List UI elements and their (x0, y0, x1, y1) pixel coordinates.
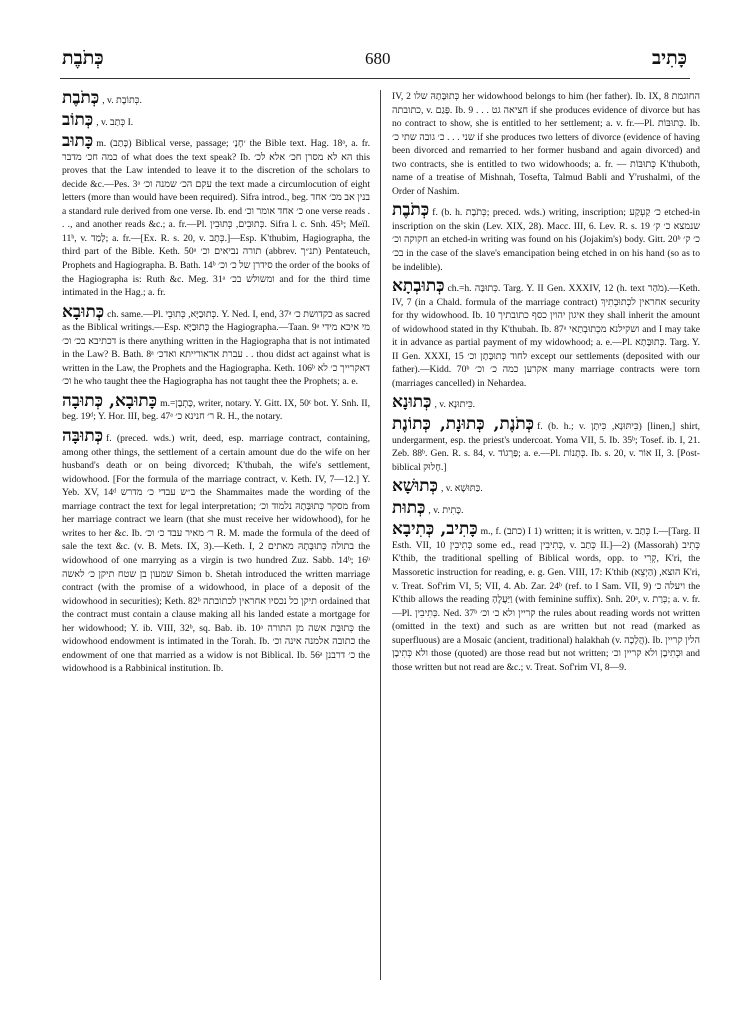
left-column (62, 90, 370, 680)
entry-headword: כָּתִיב, כְּתִיבָא (392, 519, 478, 540)
page-header (62, 48, 687, 70)
entry-headword: כְּתֹנֶת, כְּתוּנָת, כְּתוֹנֶת (392, 414, 535, 435)
dictionary-entry (62, 133, 370, 300)
entry-text: m. (כָּתַב) Biblical verse, passage; ׳חָנָ׳ the Bible text. Hag. 18ᵃ, a. fr. כמה חכ׳ מדבר of what does the text speak? Ib. הא לא מסרן חכ׳ אלא לכ׳ this proves that the Law intended to leave it to the discretion of the scholars to decide &c.—Pes. 3ᵃ עקם הכ׳ שמנה וכ׳ the text made a circumlocution of eight letters (more than would have been required). Sifra introd., beg. בנין אב מכ׳ אחד a standard rule derived from one verse. Ib. end כ׳ אחד אומר וכ׳ one verse reads . . ., and another reads &c.; a. fr.—Pl. כְּתוּבִים, כְּתוּבִין. Sifra l. c. Snh. 45ᵇ; Meïl. 11ᵇ, v. לָמַד; a. fr.—[Ex. R. s. 20, v. כְּתַב.]—Esp. K'thubim, Hagiographa, the third part of the Bible. Keth. 50ᵃ תורה נביאים וכ׳ (abbrev. תנ״ך) Pentateuch, Prophets and Hagiographa. B. Bath. 14ᵇ סידרן של כ׳ וכ׳ the order of the books of the Hagiographa is: Ruth &c. Meg. 31ᵃ ומשולש בכ׳ and for the third time intimated in the Hag.; a. fr. (62, 138, 371, 299)
entry-text: f. (preced. wds.) writ, deed, esp. marriage contract, containing, among other things, the settlement of a certain amount due do the wife on her husband's death or on being divorced; K'thubah, the wife's settlement, widowhood. [For the formula of the marriage contract, v. Keth. IV, 7—12.] Y. Yeb. XV, 14ᵈ ב״ש עבדי כ׳ מדרש the Shammaites made the wording of the marriage contract the text for legal interpretation; מסקר כְּתוּבָּתָהּ נלמוד וכ׳ from her marriage contract we learn (that she must receive her widowhood), for he writes to her &c. Ib. ר׳ מאיר עבד כ׳ וכ׳ R. M. made the formula of the deed of sale the text &c. (v. B. Mets. IX, 3).—Keth. I, 2 בתולה כְּתוּבָּתָהּ מאתים the widowhood of one marrying as a virgin is two hundred Zuz. Sabb. 14ᵇ; 16ᵇ שמעון בן שטח תיקן כ׳ לאשה Simon b. Shetah introduced the written marriage contract (with the promise of a widowhood, in place of a deposit of the widowhood in securities); Keth. 82ᵇ תיקן כל נכסיו אחראין לכתובתה ordained that the contract must contain a clause making all his landed estate a mortgage for her widowhood; Y. ib. VIII, 32ᵇ, sq. Bab. ib. 10ᵃ כְּתוּבַּת אשה מן התורה the widowhood endowment is intimated in the Torah. Ib. כתובה אלמנה אינה וכ׳ the endowment of one that married as a widow is not Biblical. Ib. 56ᵃ כ׳ דרבנן the widowhood is a Rabbinical institution. Ib. (62, 433, 371, 675)
entry-headword: כְּתֹבֶת (392, 200, 430, 221)
dictionary-entry (392, 202, 700, 274)
header-right-word: כָּתִיב (651, 48, 687, 69)
dictionary-entry (392, 394, 700, 412)
header-left-word: כְּתֹבֶת (62, 48, 104, 69)
dictionary-entry (62, 428, 370, 676)
right-column (392, 90, 700, 678)
entry-text: , v. כַּתּוּשָׁא. (440, 483, 483, 495)
dictionary-entry (392, 497, 700, 518)
dictionary-entry (392, 521, 700, 674)
entry-headword: כְּתוּנָא (392, 392, 432, 413)
entry-text: , v. כְּתַב I. (96, 116, 134, 128)
entry-text: IV, 2 כְּתוּבָּתָהּ שלו her widowhood belongs to him (her father). Ib. IX, 8 החוגמת כתובתה, v. פָּגַם. Ib. 9 . . . חציאה גט if she produces evidence of divorce but has no contract to show, she is entitled to her settlement; a. v. fr.—Pl. כְּתוּבּוֹת. Ib. שני . . . כ׳ גובה שתי כ׳ if she produces two letters of divorce (evidence of having been divorced and remarried to her former husband and again divorced) and two contracts, she is entitled to two widowhoods; a. fr. — כְּתוּבּוֹת K'thuboth, name of a treatise of Mishnah, Tosefta, Talmud Babli and Y'rushalmi, of the Order of Nashim. (392, 91, 700, 197)
entry-headword: כְּתוּשָׁא (392, 476, 438, 497)
entry-headword: כְּתוּת (392, 497, 426, 518)
entry-text: m., f. (כתב) I 1) written; it is written, v. כְּתַב I.—[Targ. II Esth. VII, 10 כְּתִיבִין some ed., read כְּתִיבִין, v. כְּתַב II.]—2) (Massorah) כְּתִיב K'thib, the traditional spelling of Biblical words, opp. to קְרִי, K'ri, the Massoretic instruction for reading, e. g. Gen. VIII, 17: K'thib הוצא, (הַיְצֵא) K'ri, v. Treat. Sof'rim VI, 5; VII, 4. Ab. Zar. 24ᵇ (ref. to I Sam. VII, 9) ויעלה כ׳ the K'thib allows the reading וַיַּעֲלֶהָ (with feminine suffix). Snh. 20ᵃ, v. כְּרַת; a. v. fr.—Pl. כְּתִיבִין. Ned. 37ᵇ קריין ולא כ׳ וכ׳ the rules about reading words not written (omitted in the text) and such as are written but not read (marked as superfluous) are a Mosaic (ancient, traditional) halakhah (v. הֲלָכָה). Ib. הלין קריין ולא כְּתִיבָן those (quoted) are those read but not written; וּכְתִיבָן ולא קריין וכ׳ and those written but not read are &c.; v. Treat. Sof'rim VI, 8—9. (392, 526, 701, 673)
entry-headword: כָּתוּבָא, כְּתוּבָה (62, 390, 158, 411)
dictionary-entry (392, 416, 700, 474)
entry-headword: כְּתוּבָא (62, 301, 105, 322)
entry-text: f. (b. h. כְּתֹבֶת; preced. wds.) writing, inscription; כ׳ קַעְקַע etched-in inscription on the skin (Lev. XIX, 28). Macc. III, 6. Lev. R. s. 19 שנמצא כ׳ ק׳ חקוקה וכ׳ an etched-in writing was found on his (Jojakim's) body. Gitt. 20ᵇ כ׳ ק׳ בכ׳ in the case of the slave's emancipation being etched in on his hand (so as to be indelible). (392, 207, 700, 273)
entry-text: f. (b. h.; v. כִּיתּוּנָא, כִּיתָן) [linen,] shirt, undergarment, esp. the priest's undercoat. Yoma VII, 5. Ib. 35ᵇ; Tosef. ib. I, 21. Zeb. 88ᵇ. Gen. R. s. 84, v. פַּרְגוֹד; a. e.—Pl. כְּתָנוֹת. Ib. s. 20, v. אוֹר II, 3. [Post-biblical חָלוּק.] (392, 421, 701, 473)
header-rule (60, 78, 690, 79)
entry-text: , v. כָּתִית. (428, 504, 464, 516)
entry-headword: כְּתֹבֶת (62, 88, 100, 108)
dictionary-entry (392, 478, 700, 496)
dictionary-entry (62, 109, 370, 130)
entry-headword: כְּתוֹב (62, 109, 94, 130)
entry-text: m.=כָּתְבָן, writer, notary. Y. Gitt. IX, 50ᶜ bot. Y. Snh. II, beg. 19ᵈ; Y. Hor. III, beg. 47ᵃ ר׳ חנינא כ׳ R. H., the notary. (62, 397, 370, 423)
dictionary-entry (62, 301, 370, 389)
entry-text: ch.=h. כְּתוּבָּה. Targ. Y. II Gen. XXXIV, 12 (h. text מֹהַר).—Keth. IV, 7 (in a Chald. formula of the marriage contract) אחראין לכְתוּבְתִיךְ security for thy widowhood. Ib. 10 איגון יהוין כסף כתובתיך they shall inherit the amount of widowhood stated in thy K'thubah. Ib. 87ᵃ ושקילנא מכְתוּבְתַאי and I may take it in advance as partial payment of my widowhood; a. e.—Pl. כְּתוּבָּתָא. Targ. Y. II Gen. XXXI, 15 לחוד כְּתוּבָּתָן וכ׳ except our settlements (deposited with our father).—Kidd. 70ᵇ אקרען כמה כ׳ וכ׳ many marriage contracts were torn (marriages cancelled) in Nehardea. (392, 283, 701, 389)
column-divider (380, 90, 381, 980)
entry-headword: כָּתוּב (62, 131, 94, 152)
dictionary-entry (62, 390, 370, 424)
dictionary-entry (392, 278, 700, 390)
entry-text: , v. כְּתוֹבֶת. (102, 95, 142, 106)
entry-headword: כְּתוּבָּה (62, 426, 103, 447)
page-number: 680 (365, 49, 391, 68)
dictionary-entry (62, 90, 370, 108)
entry-headword: כְּתוּבְתָא (392, 276, 445, 297)
entry-text: , v. כִּיתוּנָא. (434, 399, 476, 411)
dictionary-entry-continued (392, 90, 700, 198)
entry-text: ch. same.—Pl. כְּתוּבַיָּא, כְּתוּבֵי. Y. Ned. I, end, 37ᵃ כקדושת כ׳ as sacred as the Biblical writings.—Esp. כְּתוּבַיָּא the Hagiographa.—Taan. 9ᵃ מי איכא מידי דכתיבא בכ׳ וכ׳ is there anything written in the Hagiographa that is not intimated in the Law? B. Bath. 8ᵃ עברת אדאורייתא ואדכ׳ . . thou didst act against what is written in the Law, the Prophets and the Hagiographa. Keth. 106ᵇ דאקרייך כ׳ לא וכ׳ he who taught thee the Hagiographa has not taught thee the Prophets; a. e. (62, 308, 370, 388)
